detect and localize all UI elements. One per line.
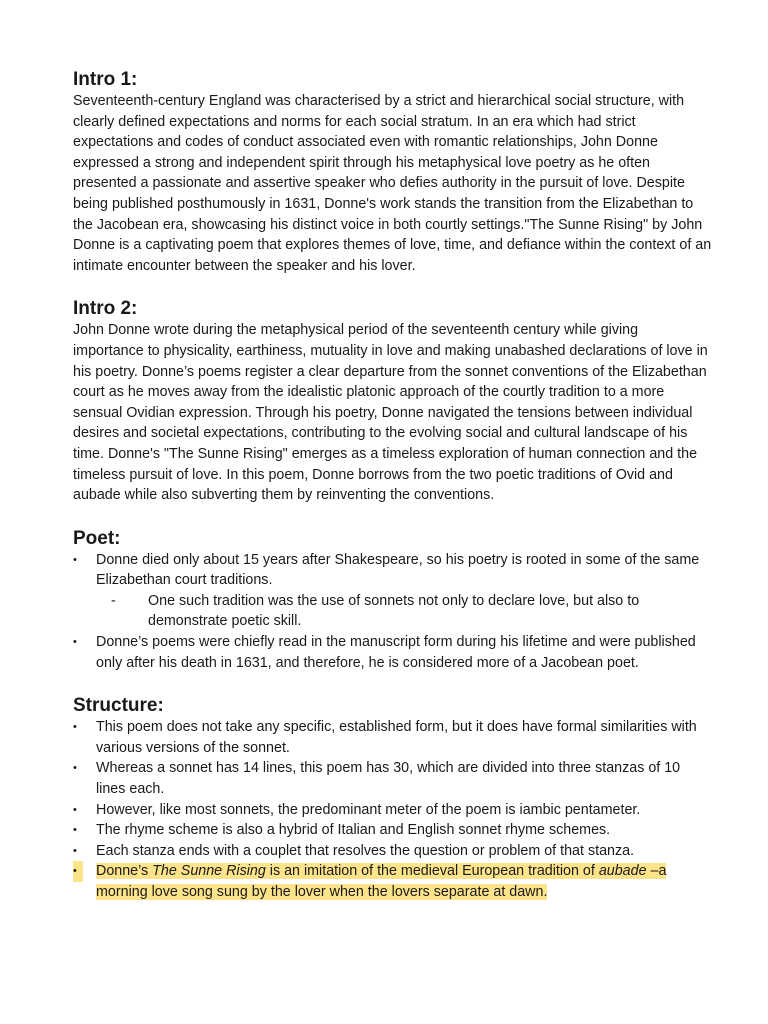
structure-item-1: This poem does not take any specific, established form, but it does have formal similarities with various versions of the sonnet. (96, 719, 697, 756)
structure-last-prefix: Donne’s (96, 863, 153, 880)
list-item (111, 591, 712, 632)
list-item (73, 632, 712, 673)
structure-section (73, 693, 712, 902)
poet-sub-bullet-1: One such tradition was the use of sonnets not only to declare love, but also to demonstrate poetic skill. (148, 592, 640, 630)
list-item (73, 717, 712, 758)
structure-last-suffix: –a morning love song sung by the lover when the lovers separate at dawn. (96, 863, 667, 900)
list-item (73, 841, 712, 862)
list-item (73, 550, 712, 632)
structure-item-2: Whereas a sonnet has 14 lines, this poem has 30, which are divided into three stanzas of 10 lines each. (96, 760, 681, 798)
intro1-heading: Intro 1: (73, 69, 138, 90)
structure-last-term: aubade (598, 863, 647, 880)
list-item (73, 758, 712, 799)
bullet-glyph: • (73, 824, 77, 837)
intro1-section (73, 67, 712, 276)
poet-bullet-2: Donne’s poems were chiefly read in the manuscript form during his lifetime and were published only after his death in 1631, and therefore, he is considered more of a Jacobean poet. (96, 634, 696, 671)
intro2-paragraph: John Donne wrote during the metaphysical period of the seventeenth century while giving importance to physicality, earthiness, mutuality in love and making unabashed declarations of love in his poetry. Donne’s poems register a clear departure from the sonnet conventions of the Elizabethan court as he moves away from the idealistic platonic approach of the courtly tradition to a more sensual Ovidian expression. Through his poetry, Donne navigated the tensions between individual desires and societal expectations, contributing to the evolving social and cultural landscape of his time. Donne's "The Sunne Rising" emerges as a timeless exploration of human connection and the timeless pursuit of love. In this poem, Donne borrows from the two poetic traditions of Ovid and aubade while also subverting them by reinventing the conventions. (73, 322, 708, 504)
structure-item-3: However, like most sonnets, the predominant meter of the poem is iambic pentameter. (96, 801, 641, 818)
list-item (73, 820, 712, 841)
poet-heading: Poet: (73, 527, 121, 549)
list-item (73, 800, 712, 821)
poet-bullet-1: Donne died only about 15 years after Shakespeare, so his poetry is rooted in some of the same Elizabethan court traditions. (96, 551, 700, 589)
intro2-section (73, 296, 712, 505)
structure-item-4: The rhyme scheme is also a hybrid of Italian and English sonnet rhyme schemes. (96, 822, 611, 839)
poet-list (73, 550, 712, 674)
structure-heading: Structure: (73, 695, 164, 717)
structure-last-title: The Sunne Rising (152, 863, 266, 880)
structure-item-5: Each stanza ends with a couplet that resolves the question or problem of that stanza. (96, 842, 635, 859)
structure-list (73, 717, 712, 902)
dash-glyph: - (111, 592, 116, 609)
intro2-heading: Intro 2: (73, 298, 138, 320)
bullet-glyph: • (73, 844, 77, 857)
structure-last-middle: is an imitation of the medieval European tradition of (265, 863, 599, 880)
list-item-highlighted (73, 861, 712, 902)
poet-section (73, 526, 712, 674)
bullet-glyph: • (73, 553, 77, 566)
intro1-paragraph: Seventeenth-century England was characterised by a strict and hierarchical social structure, with clearly defined expectations and norms for each social stratum. In an era which had strict expectations and codes of conduct associated even with romantic relationships, John Donne expressed a strong and independent spirit through his metaphysical love poetry as he often presented a passionate and assertive speaker who defies authority in the pursuit of love. Despite being published posthumously in 1631, Donne's work stands the transition from the Elizabethan to the Jacobean era, showcasing his distinct voice in both courtly settings."The Sunne Rising" by John Donne is a captivating poem that explores themes of love, time, and defiance within the context of an intimate encounter between the speaker and his lover. (73, 93, 712, 274)
bullet-glyph: • (73, 762, 77, 775)
structure-item-6-highlighted (96, 863, 666, 900)
bullet-glyph: • (73, 721, 77, 734)
bullet-glyph: • (73, 861, 83, 882)
bullet-glyph: • (73, 803, 77, 816)
poet-sublist (96, 591, 712, 632)
bullet-glyph: • (73, 636, 77, 649)
